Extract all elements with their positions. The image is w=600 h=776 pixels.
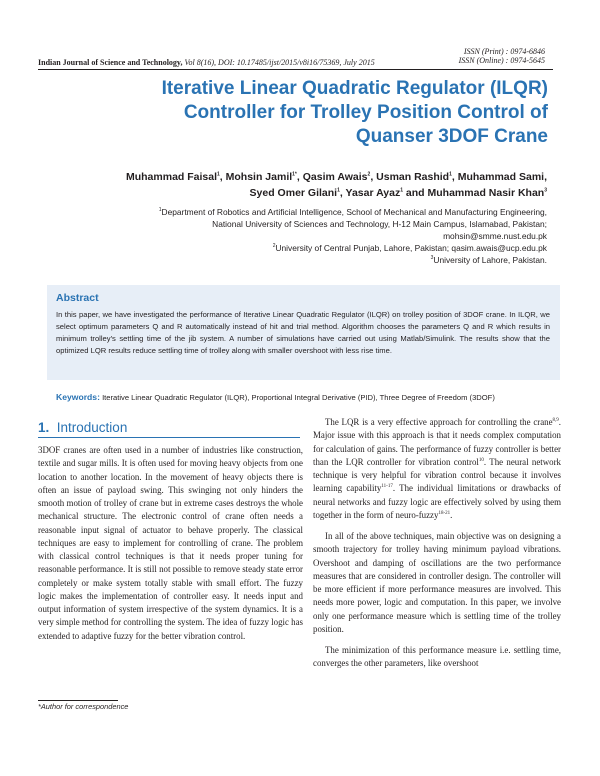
journal-reference: Vol 8(16), DOI: 10.17485/ijst/2015/v8i16/75369, July 2015 bbox=[184, 58, 375, 67]
body-text: . Major issue with this approach is that it needs complex computation for calculation of gains. The performance of fuzzy controller is better than the LQR controller for vibration control bbox=[313, 417, 561, 467]
abstract-text: In this paper, we have investigated the performance of Iterative Linear Quadratic Regulator (ILQR) on trolley position of 3DOF crane. In ILQR, we select optimum parameters Q and R automatically instead of hit and trial method. Algorithm chooses the parameters Q and R which results in minimum trolley's settling time of the jib system. A number of simulations have carried out using Matlab/Simulink. The results show that the optimized LQR results reduce settling time of trolley along with smaller overshoot with less rise time. bbox=[56, 310, 550, 355]
section-heading-introduction bbox=[38, 420, 298, 435]
affiliation-line bbox=[67, 230, 547, 242]
affiliation-line bbox=[67, 242, 547, 254]
affiliation-mark: 2 bbox=[272, 243, 276, 250]
author-name: Yasar Ayaz bbox=[345, 187, 401, 199]
body-text: . bbox=[450, 509, 453, 520]
author-affiliation-mark: 1 bbox=[337, 187, 340, 194]
journal-name: Indian Journal of Science and Technology, bbox=[38, 58, 183, 67]
author-name: Usman Rashid bbox=[376, 171, 450, 183]
affiliations bbox=[67, 206, 547, 266]
author-name: Mohsin Jamil bbox=[225, 171, 293, 183]
keywords bbox=[56, 391, 556, 404]
section-number: 1. bbox=[38, 420, 50, 435]
affiliation-line bbox=[67, 218, 547, 230]
body-text: The LQR is a very effective approach for controlling the crane bbox=[325, 417, 553, 427]
author-affiliation-mark: 1 bbox=[449, 171, 452, 178]
body-paragraph: The minimization of this performance measure i.e. settling time, converges the other parameters, like overshoot bbox=[313, 645, 561, 669]
paper-title: Iterative Linear Quadratic Regulator (ILQR) Controller for Trolley Position Control of Quanser 3DOF Crane bbox=[161, 78, 548, 147]
issn-print: ISSN (Print) : 0974-6846 bbox=[463, 47, 545, 56]
author-affiliation-mark: 3 bbox=[544, 187, 547, 194]
affiliation-mark: 3 bbox=[430, 255, 434, 262]
author-name: Qasim Awais bbox=[302, 171, 368, 183]
body-text: . The neural network technique is very helpful for vibration control because it involves learning capability bbox=[313, 456, 561, 494]
author-name: Muhammad Faisal bbox=[125, 171, 218, 183]
section-title: Introduction bbox=[56, 420, 128, 435]
affiliation-line bbox=[67, 206, 547, 218]
author-name: Muhammad Sami bbox=[457, 171, 545, 183]
citation-ref: 18-21 bbox=[438, 510, 451, 516]
author-line-1: Muhammad Faisal$^1$, Mohsin Jamil$^{1*}$, Qasim Awais$^2$, Usman Rashid$^1$, Muhammad Sami, bbox=[125, 171, 547, 183]
body-paragraph bbox=[313, 416, 561, 522]
body-paragraph: 3DOF cranes are often used in a number of industries like construction, textile and sugar mills. It is often used for moving heavy objects from one location to another location. In the movement of heavy objects there is often an issue of payload swing. This swinging not only hinders the smooth motion of trolley of crane but in extreme cases destroys the whole mechanical structure. The electronic control of crane often needs a reasonable input signal of actuator to behave properly. The classical techniques are easy to implement for controlling of crane. The problem with classical control techniques is that it needs proper tuning for reasonable performance. It is still not possible to remove steady state error completely or make system totally stable with small effort. The fuzzy logic makes the implementation of controller easy. It needs input and output information of system irrespective of the system dynamics. It is a very simple method for controlling the system. The idea of fuzzy logic has extended to adaptive fuzzy for the better vibration control. bbox=[38, 445, 303, 641]
body-column-left bbox=[38, 444, 303, 643]
issn-online: ISSN (Online) : 0974-5645 bbox=[458, 56, 545, 65]
author-list bbox=[67, 169, 547, 201]
author-affiliation-mark: 1 bbox=[217, 171, 220, 178]
affiliation-line bbox=[67, 254, 547, 266]
body-text: . The individual limitations or drawbacks of neural networks and fuzzy logic are effectively solved by using them together in the form of neuro-fuzzy bbox=[313, 483, 561, 520]
issn-block bbox=[459, 47, 545, 65]
abstract-heading: Abstract bbox=[56, 292, 99, 304]
author-affiliation-mark: 2 bbox=[367, 171, 371, 178]
author-affiliation-mark: 1 bbox=[400, 187, 403, 194]
header-divider bbox=[38, 69, 553, 70]
correspondence-footnote: *Author for correspondence bbox=[38, 702, 129, 711]
footnote-rule bbox=[38, 700, 118, 701]
keywords-label: Keywords: bbox=[56, 392, 100, 402]
affiliation-text: National University of Sciences and Technology, H-12 Main Campus, Islamabad, Pakistan; bbox=[212, 219, 547, 229]
affiliation-text: Department of Robotics and Artificial Intelligence, School of Mechanical and Manufacturing Engineering, bbox=[161, 207, 547, 217]
author-line-2: Syed Omer Gilani$^1$, Yasar Ayaz$^1$ and Muhammad Nasir Khan$^3$ bbox=[249, 187, 547, 199]
affiliation-email: mohsin@smme.nust.edu.pk bbox=[443, 231, 547, 241]
citation-ref: 10 bbox=[478, 457, 484, 463]
body-column-right bbox=[313, 416, 561, 671]
body-paragraph: In all of the above techniques, main objective was on designing a smooth trajectory for trolley having minimum payload vibrations. Overshoot and damping of oscillations are the two performance measures that are considered in controller design. The controller will be more efficient if more performance measures are involved. This needs more power, logic and computation. In this paper, we involve only one performance measure which is settling time of the trolley position. bbox=[313, 531, 561, 634]
citation-ref: 11-17 bbox=[381, 484, 393, 490]
section-heading-rule bbox=[38, 437, 300, 438]
affiliation-text: University of Central Punjab, Lahore, Pakistan; qasim.awais@ucp.edu.pk bbox=[275, 243, 547, 253]
author-affiliation-mark: 1* bbox=[292, 171, 297, 178]
keywords-text: Iterative Linear Quadratic Regulator (ILQR), Proportional Integral Derivative (PID), Three Degree of Freedom (3DOF) bbox=[102, 393, 495, 402]
author-name: Syed Omer Gilani bbox=[249, 187, 338, 199]
author-name: Muhammad Nasir Khan bbox=[427, 187, 545, 199]
affiliation-mark: 1 bbox=[158, 207, 162, 214]
citation-ref: 8,9 bbox=[552, 418, 559, 424]
journal-citation bbox=[38, 58, 375, 67]
affiliation-text: University of Lahore, Pakistan. bbox=[433, 255, 547, 265]
